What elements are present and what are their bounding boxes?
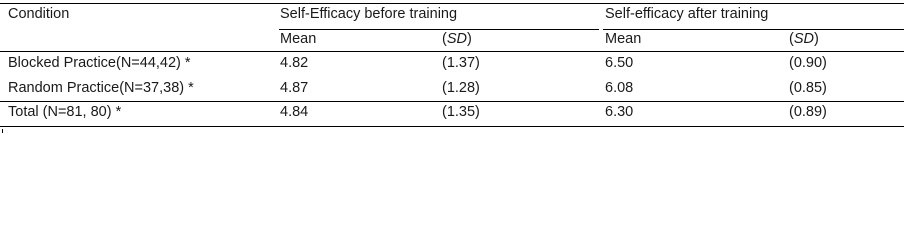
row-mean-before: 4.84	[280, 104, 309, 120]
subheader-sd-after: (SD)	[789, 31, 819, 47]
row-condition: Random Practice(N=37,38) *	[8, 80, 194, 96]
group-rule-after	[603, 29, 904, 30]
row-mean-after: 6.08	[605, 80, 634, 96]
sd-label-before: SD	[446, 31, 467, 47]
row-condition: Total (N=81, 80) *	[8, 104, 122, 120]
subheader-sd-before: (SD)	[442, 31, 472, 47]
header-bottom-rule	[0, 51, 904, 52]
row-mean-after: 6.50	[605, 55, 634, 71]
footnote-tick	[2, 129, 3, 133]
sd-label-after: SD	[793, 31, 814, 47]
row-mean-before: 4.87	[280, 80, 309, 96]
header-after-training: Self-efficacy after training	[605, 6, 769, 22]
bottom-rule	[0, 126, 904, 127]
subheader-mean-before: Mean	[280, 31, 317, 47]
group-rule-before	[279, 29, 599, 30]
header-condition: Condition	[8, 6, 70, 22]
row-sd-after: (0.89)	[789, 104, 827, 120]
header-before-training: Self-Efficacy before training	[280, 6, 458, 22]
row-sd-before: (1.37)	[442, 55, 480, 71]
top-rule	[0, 3, 904, 4]
row-mean-after: 6.30	[605, 104, 634, 120]
subheader-mean-after: Mean	[605, 31, 642, 47]
row-sd-before: (1.35)	[442, 104, 480, 120]
row-sd-before: (1.28)	[442, 80, 480, 96]
row-sd-after: (0.90)	[789, 55, 827, 71]
row-sd-after: (0.85)	[789, 80, 827, 96]
row-condition: Blocked Practice(N=44,42) *	[8, 55, 191, 71]
total-top-rule	[0, 101, 904, 102]
row-mean-before: 4.82	[280, 55, 309, 71]
